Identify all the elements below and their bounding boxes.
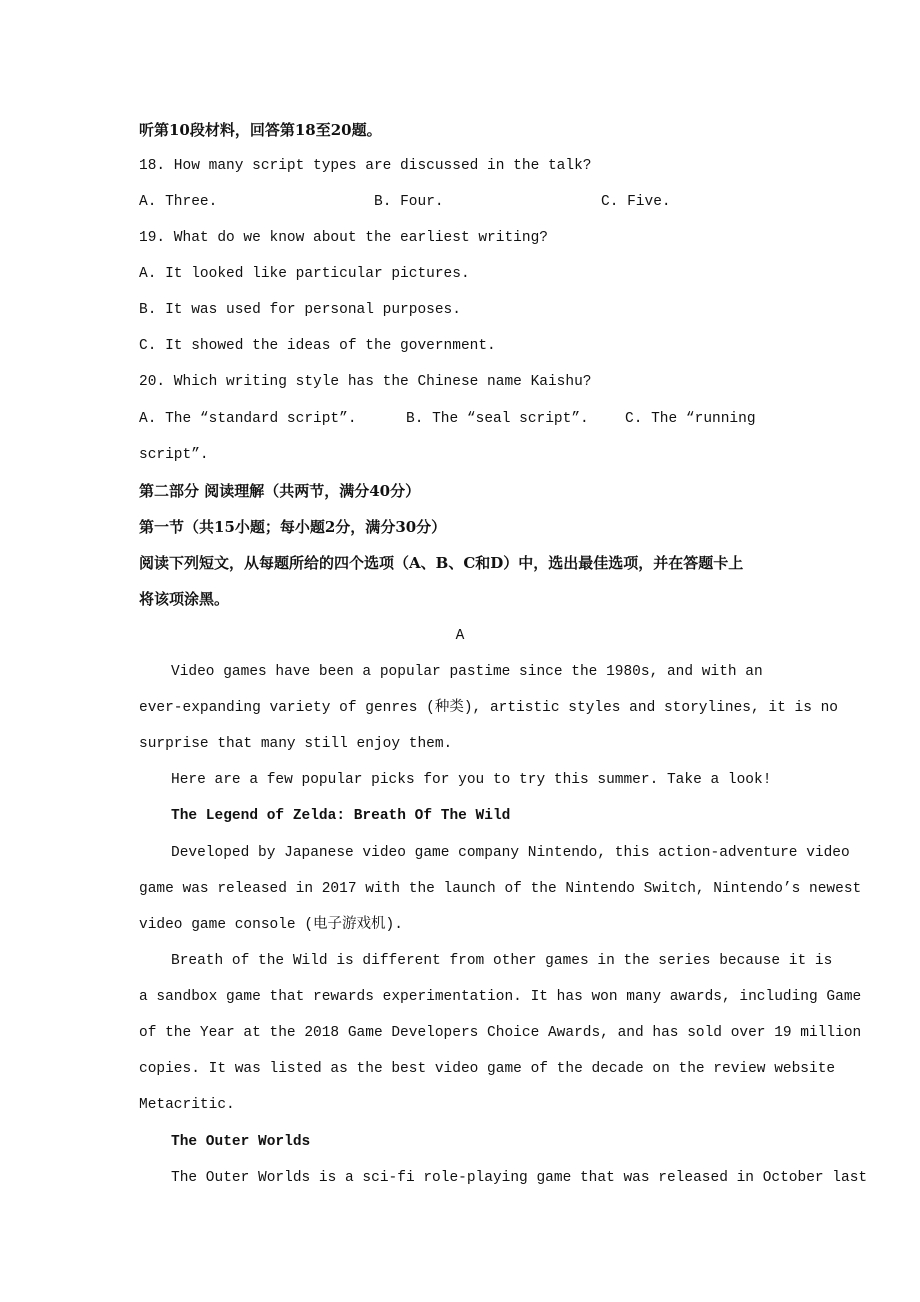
q19-option-b: B. It was used for personal purposes.: [139, 302, 461, 318]
paragraph-5-line-1: The Outer Worlds is a sci-fi role-playing game that was released in October last: [171, 1170, 868, 1186]
q19-option-a: A. It looked like particular pictures.: [139, 266, 470, 282]
question-19: 19. What do we know about the earliest writing?: [139, 230, 548, 246]
reading-instruction-line1: 阅读下列短文，从每题所给的四个选项（A、B、C和D）中，选出最佳选项，并在答题卡上: [139, 554, 744, 572]
q18-option-b: B. Four.: [374, 194, 444, 210]
q18-option-a: A. Three.: [139, 194, 218, 210]
question-18: 18. How many script types are discussed in the talk?: [139, 158, 592, 174]
reading-part-title: 第二部分 阅读理解（共两节，满分40分）: [139, 482, 421, 500]
paragraph-3-line-2: game was released in 2017 with the launch of the Nintendo Switch, Nintendo’s newest: [139, 881, 862, 897]
paragraph-1-line-2: ever-expanding variety of genres (种类), artistic styles and storylines, it is no: [139, 700, 839, 716]
game-2-title: The Outer Worlds: [171, 1134, 311, 1150]
q20-option-c-part2: script”.: [139, 447, 209, 463]
q20-option-a: A. The “standard script”.: [139, 411, 357, 427]
q18-option-c: C. Five.: [601, 194, 671, 210]
paragraph-3-line-3: video game console (电子游戏机).: [139, 917, 403, 933]
q20-option-b: B. The “seal script”.: [406, 411, 589, 427]
paragraph-4-line-3: of the Year at the 2018 Game Developers Choice Awards, and has sold over 19 million: [139, 1025, 862, 1041]
listening-header: 听第10段材料，回答第18至20题。: [139, 121, 382, 139]
reading-section-title: 第一节（共15小题；每小题2分，满分30分）: [139, 518, 447, 536]
paragraph-4-line-5: Metacritic.: [139, 1097, 235, 1113]
q20-option-c-part1: C. The “running: [625, 411, 756, 427]
paragraph-4-line-4: copies. It was listed as the best video game of the decade on the review website: [139, 1061, 836, 1077]
paragraph-4-line-1: Breath of the Wild is different from other games in the series because it is: [171, 953, 833, 969]
passage-label: A: [455, 628, 465, 644]
paragraph-3-line-1: Developed by Japanese video game company Nintendo, this action-adventure video: [171, 845, 850, 861]
q19-option-c: C. It showed the ideas of the government.: [139, 338, 496, 354]
reading-instruction-line2: 将该项涂黑。: [139, 590, 230, 608]
paragraph-4-line-2: a sandbox game that rewards experimentation. It has won many awards, including Game: [139, 989, 862, 1005]
game-1-title: The Legend of Zelda: Breath Of The Wild: [171, 808, 511, 824]
paragraph-2-line-1: Here are a few popular picks for you to try this summer. Take a look!: [171, 772, 772, 788]
paragraph-1-line-1: Video games have been a popular pastime since the 1980s, and with an: [171, 664, 763, 680]
question-20: 20. Which writing style has the Chinese name Kaishu?: [139, 374, 592, 390]
paragraph-1-line-3: surprise that many still enjoy them.: [139, 736, 453, 752]
